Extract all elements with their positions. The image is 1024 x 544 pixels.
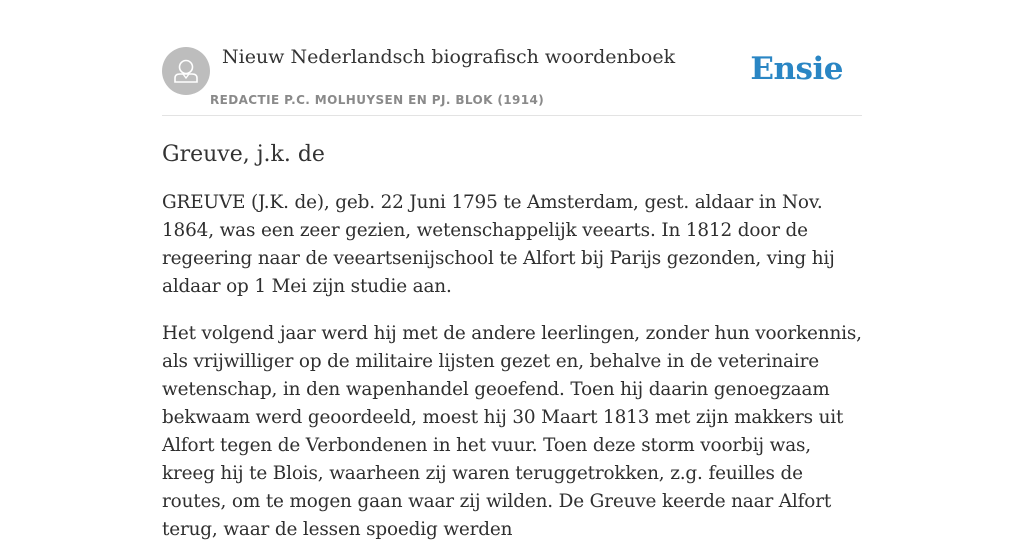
book-title[interactable]: Nieuw Nederlandsch biografisch woordenboek <box>222 46 676 68</box>
article-paragraph: GREUVE (J.K. de), geb. 22 Juni 1795 te Amsterdam, gest. aldaar in Nov. 1864, was een zeer gezien, wetenschappelijk veearts. In 1812 door de regeering naar de veeartsenijschool te Alfort bij Parijs gezonden, ving hij aldaar op 1 Mei zijn studie aan. <box>162 192 835 297</box>
article-paragraph: Het volgend jaar werd hij met de andere leerlingen, zonder hun voorkennis, als vrijwilliger op de militaire lijsten gezet en, behalve in de veterinaire wetenschap, in den wapenhandel geoefend. Toen hij daarin genoegzaam bekwaam werd geoordeeld, moest hij 30 Maart 1813 met zijn makkers uit Alfort tegen de Verbondenen in het vuur. Toen deze storm voorbij was, kreeg hij te Blois, waarheen zij waren teruggetrokken, z.g. feuilles de routes, om te mogen gaan waar zij wilden. De Greuve keerde naar Alfort terug, waar de lessen spoedig werden <box>162 323 862 540</box>
user-icon[interactable] <box>162 47 210 95</box>
header <box>162 0 862 116</box>
book-editors: REDACTIE P.C. MOLHUYSEN EN PJ. BLOK (1914) <box>210 93 545 107</box>
article-title: Greuve, j.k. de <box>162 142 325 167</box>
page <box>162 0 862 544</box>
ensie-logo[interactable]: Ensie <box>750 51 843 87</box>
